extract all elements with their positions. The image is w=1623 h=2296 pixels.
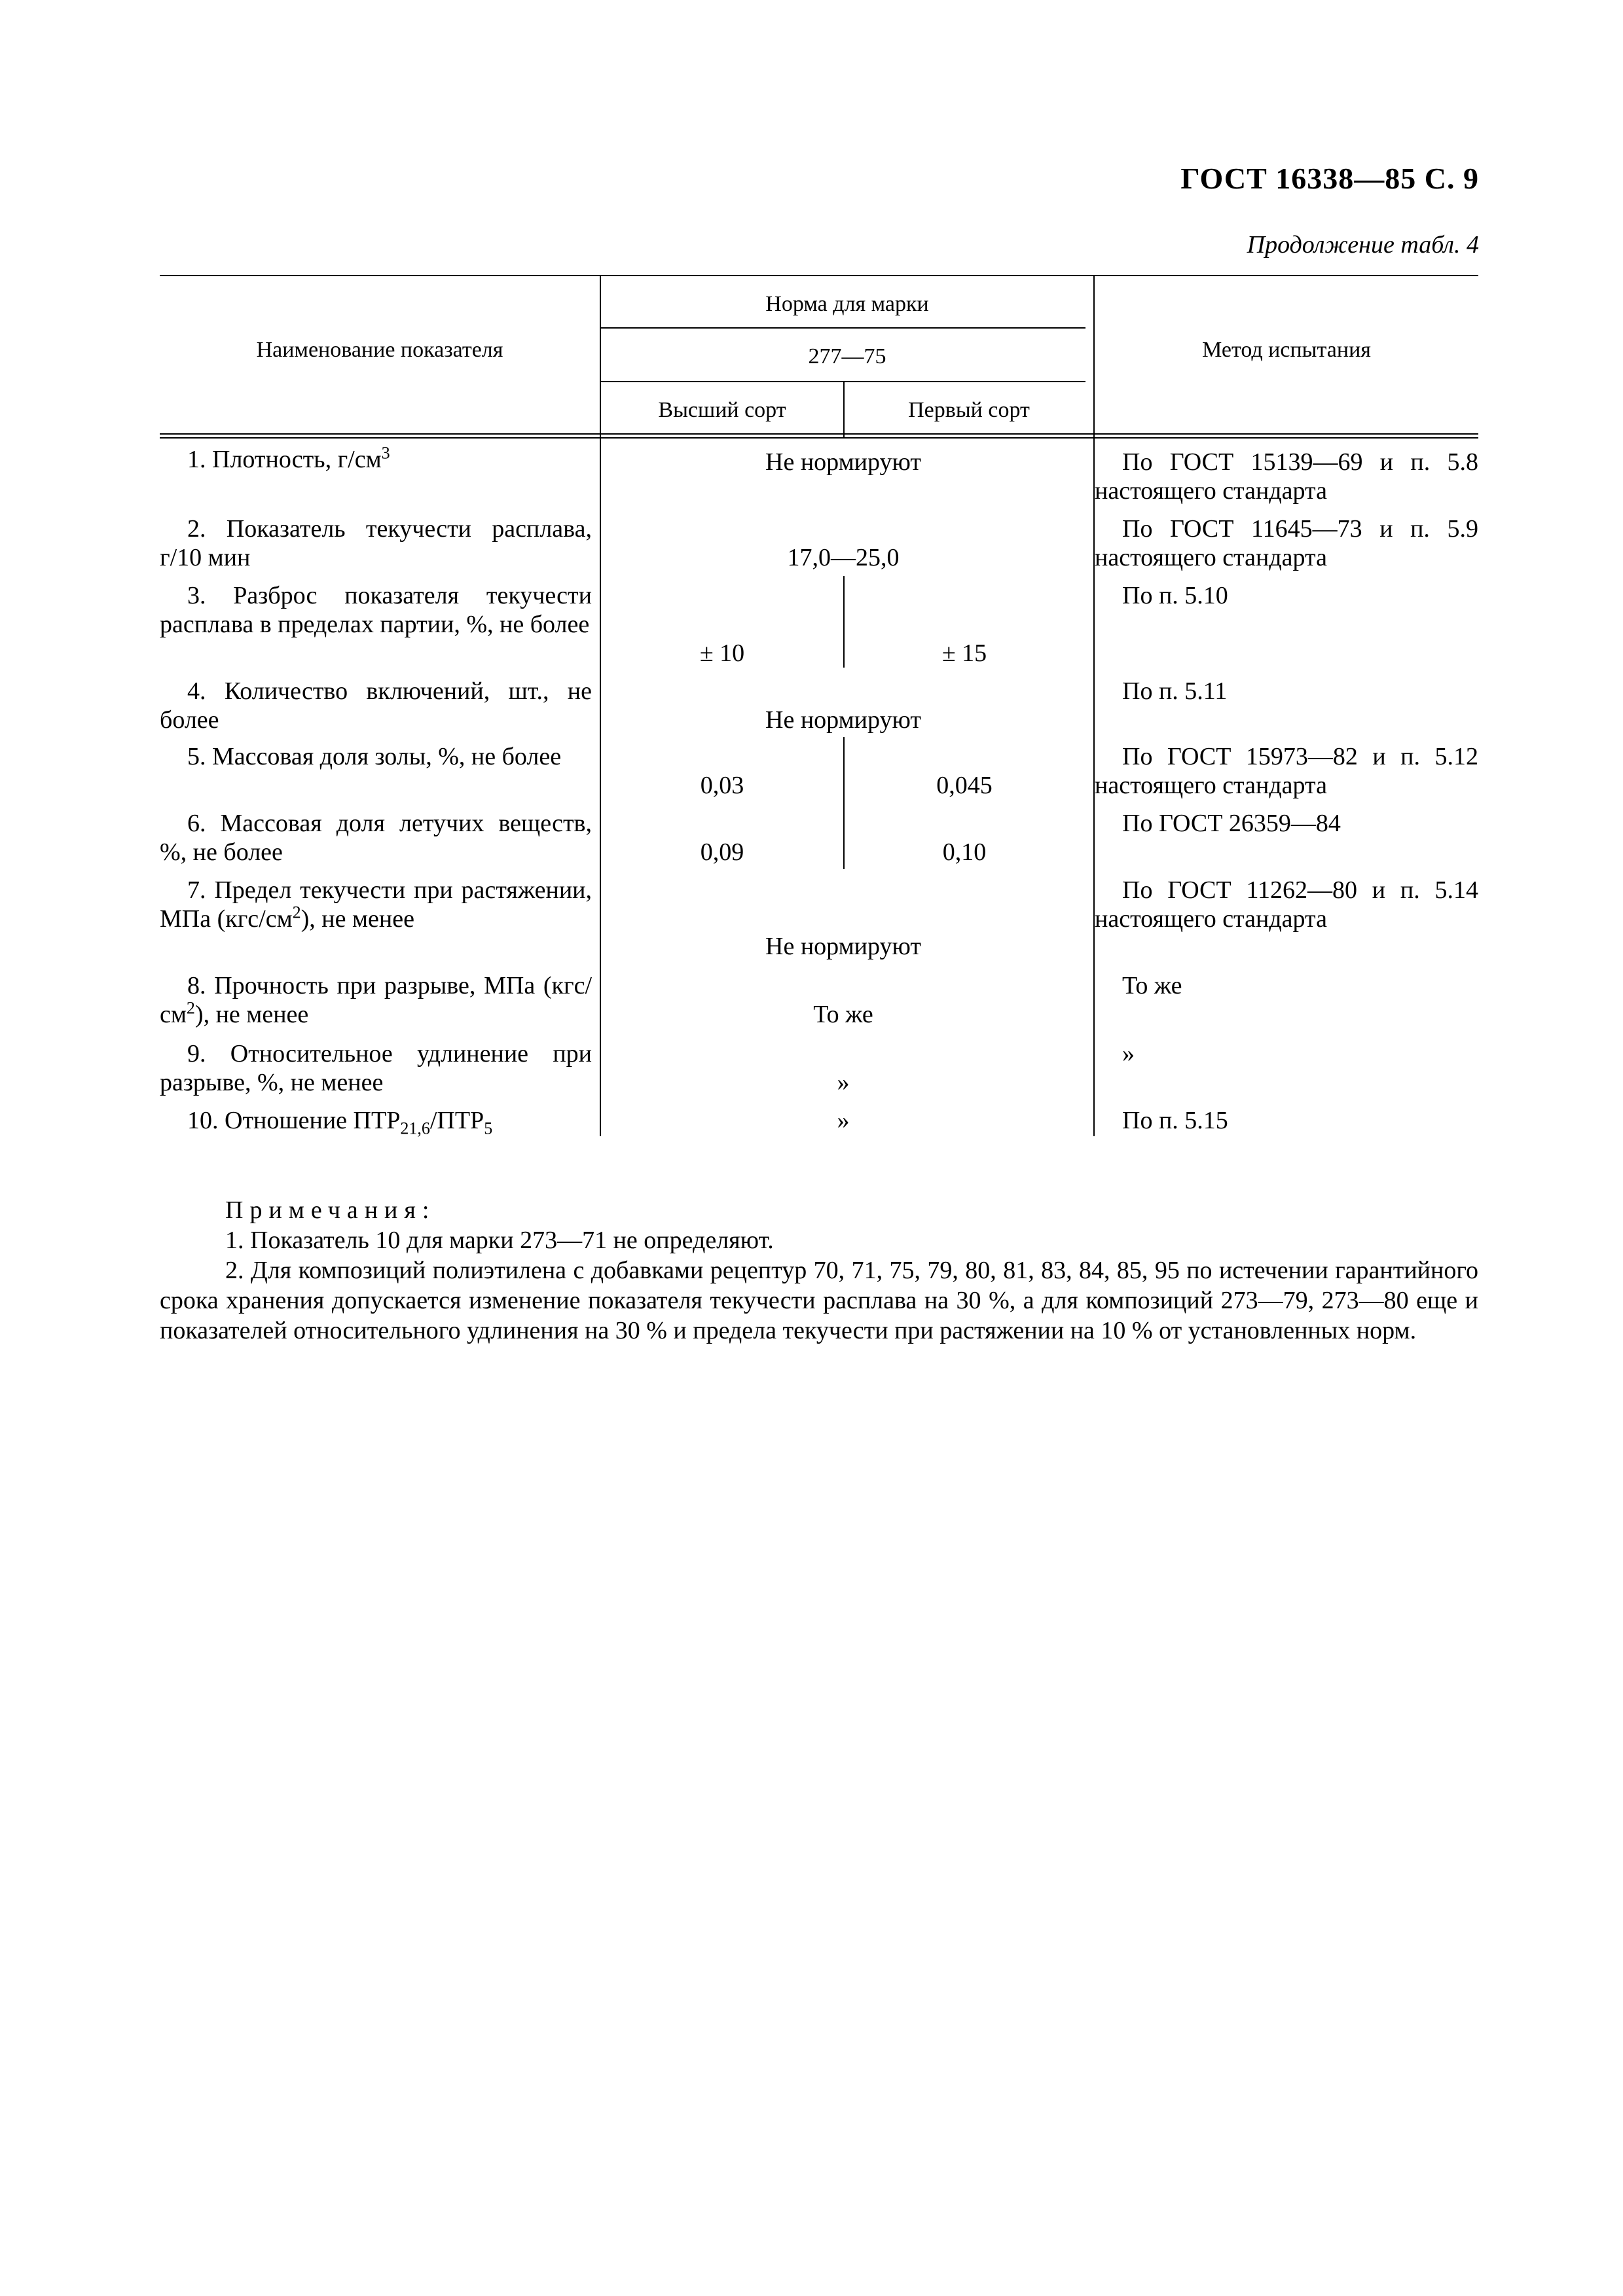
- row-1-value: Не нормируют: [765, 448, 921, 476]
- row-5-value-high: 0,03: [700, 772, 744, 799]
- row-3-method: По п. 5.10: [1122, 582, 1228, 609]
- note-1: 1. Показатель 10 для марки 273—71 не определяют.: [225, 1227, 774, 1254]
- note-2: 2. Для композиций полиэтилена с добавками рецептур 70, 71, 75, 79, 80, 81, 83, 84, 85, 95 по истечении гарантийного срока хранения допускается изменение показателя текучести расплава на 30 %, а для композиций 273—79, 273—80 еще и показателей относительного удлинения на 30 % и предела текучести при растяжении на 10 % от установленных норм.: [160, 1257, 1478, 1344]
- row-9-method: »: [1122, 1040, 1135, 1067]
- table-continuation-label: Продолжение табл. 4: [1247, 231, 1479, 259]
- subheader-high-grade: Высший сорт: [658, 398, 786, 422]
- row-10-name: 10. Отношение $ПТР_{21,6}/ПТР_5$: [187, 1107, 493, 1138]
- row-2-name: 2. Показатель текучести расплава, г/10 мин: [160, 515, 592, 571]
- row-4-name: 4. Количество включений, шт., не более: [160, 677, 592, 734]
- header-bottom-rule: [160, 433, 1478, 435]
- row-6-name: 6. Массовая доля летучих веществ, %, не более: [160, 810, 592, 866]
- name-column-header: Наименование показателя: [256, 338, 503, 362]
- row-7-value: Не нормируют: [765, 933, 921, 960]
- row-3-value-first: ± 15: [941, 639, 987, 667]
- row-6-method: По ГОСТ 26359—84: [1122, 810, 1341, 837]
- document-header: ГОСТ 16338—85 С. 9: [1180, 162, 1479, 195]
- row-6-value-first: 0,10: [942, 838, 987, 866]
- row-1-method: По ГОСТ 15139—69 и п. 5.8 настоящего стандарта: [1095, 448, 1478, 505]
- row-9-value: »: [837, 1069, 850, 1096]
- row-9-name: 9. Относительное удлинение при разрыве, %, не менее: [160, 1040, 592, 1096]
- row-2-method: По ГОСТ 11645—73 и п. 5.9 настоящего стандарта: [1095, 515, 1478, 571]
- header-norm-divider: [601, 327, 1085, 329]
- row-4-method: По п. 5.11: [1122, 677, 1228, 705]
- row-6-value-high: 0,09: [700, 838, 744, 866]
- row-8-value: То же: [813, 1001, 873, 1028]
- row-5-name: 5. Массовая доля золы, %, не более: [187, 743, 562, 770]
- header-bottom-rule-2: [160, 437, 1478, 439]
- row-10-method: По п. 5.15: [1122, 1107, 1228, 1134]
- method-column-header: Метод испытания: [1202, 338, 1371, 362]
- row-2-value: 17,0—25,0: [787, 544, 900, 571]
- row-10-value: »: [837, 1107, 850, 1134]
- subheader-first-grade: Первый сорт: [908, 398, 1030, 422]
- row-5-method: По ГОСТ 15973—82 и п. 5.12 настоящего стандарта: [1095, 743, 1478, 799]
- row-3-name: 3. Разброс показателя текучести расплава в пределах партии, %, не более: [160, 582, 592, 638]
- row-1-name: 1. Плотность, $г/см^3$: [187, 443, 390, 473]
- row-4-value: Не нормируют: [765, 706, 921, 734]
- row-5-value-first: 0,045: [936, 772, 993, 799]
- notes-title: Примечания:: [225, 1196, 436, 1224]
- table-top-rule: [160, 275, 1478, 276]
- row-3-value-high: ± 10: [699, 639, 745, 667]
- row-8-name: 8. Прочность при разрыве, МПа $(кгс/см^2)$, не менее: [160, 972, 592, 1028]
- grade-header: 277—75: [808, 344, 886, 368]
- row-7-method: По ГОСТ 11262—80 и п. 5.14 настоящего стандарта: [1095, 876, 1478, 933]
- col-divider-3: [1093, 275, 1095, 1136]
- row-7-name: 7. Предел текучести при растяжении, МПа $(кгс/см^2)$, не менее: [160, 876, 592, 933]
- norm-header: Норма для марки: [765, 292, 929, 316]
- notes-block: [160, 1195, 1478, 1346]
- row-8-method: То же: [1122, 972, 1182, 999]
